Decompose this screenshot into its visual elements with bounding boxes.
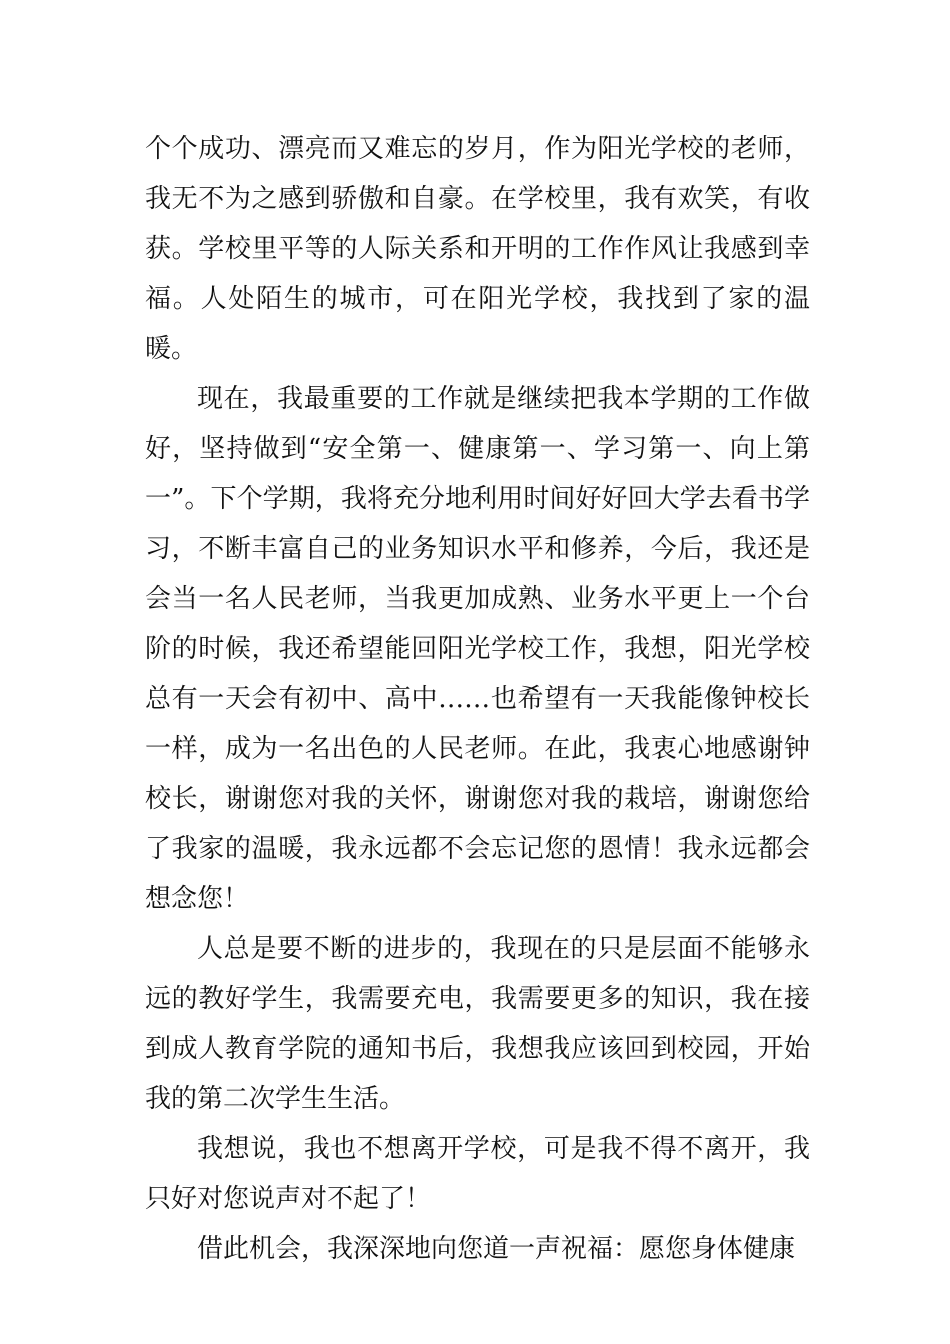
paragraph-continuation: 个个成功、漂亮而又难忘的岁月，作为阳光学校的老师，我无不为之感到骄傲和自豪。在学校里，我有欢笑，有收获。学校里平等的人际关系和开明的工作作风让我感到幸福。人处陌生的城市，可在阳光学校，我找到了家的温暖。 (145, 134, 810, 364)
paragraph-apology: 我想说，我也不想离开学校，可是我不得不离开，我只好对您说声对不起了！ (145, 1134, 810, 1214)
paragraph-blessing: 借此机会，我深深地向您道一声祝福：愿您身体健康 (197, 1234, 796, 1264)
paragraph-current-work: 现在，我最重要的工作就是继续把我本学期的工作做好，坚持做到“安全第一、健康第一、学习第一、向上第一”。下个学期，我将充分地利用时间好好回大学去看书学习，不断丰富自己的业务知识水平和修养，今后，我还是会当一名人民老师，当我更加成熟、业务水平更上一个台阶的时候，我还希望能回阳光学校工作，我想，阳光学校总有一天会有初中、高中……也希望有一天我能像钟校长一样，成为一名出色的人民老师。在此，我衷心地感谢钟校长，谢谢您对我的关怀，谢谢您对我的栽培，谢谢您给了我家的温暖，我永远都不会忘记您的恩情！我永远都会想念您！ (145, 384, 810, 914)
letter-body (145, 124, 810, 1274)
paragraph-progress: 人总是要不断的进步的，我现在的只是层面不能够永远的教好学生，我需要充电，我需要更多的知识，我在接到成人教育学院的通知书后，我想我应该回到校园，开始我的第二次学生生活。 (145, 934, 810, 1114)
